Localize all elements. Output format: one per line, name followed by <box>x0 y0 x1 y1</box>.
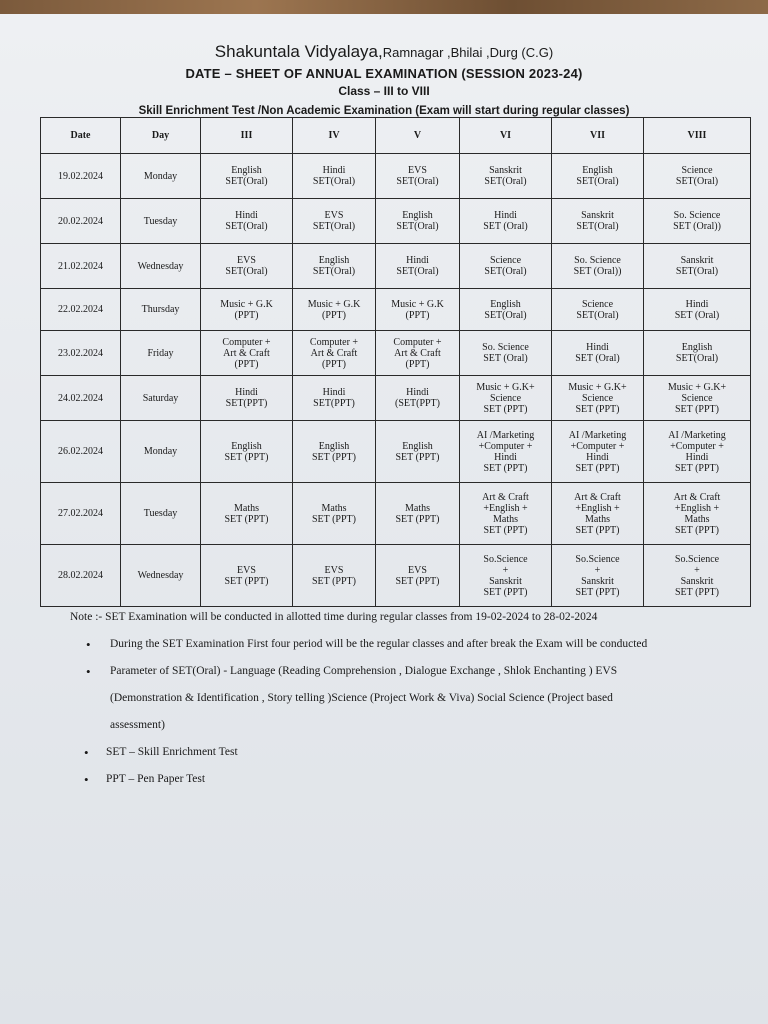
subject-cell-class-vii: So. Science SET (Oral)) <box>552 244 644 289</box>
subject-cell-class-vi: Science SET(Oral) <box>460 244 552 289</box>
subject-cell-class-iv: English SET (PPT) <box>293 421 376 483</box>
subject-cell-class-iii: English SET(Oral) <box>201 154 293 199</box>
exam-date-cell: 19.02.2024 <box>41 154 121 199</box>
column-header: III <box>201 118 293 154</box>
exam-date-cell: 28.02.2024 <box>41 545 121 607</box>
subject-cell-class-vii: Sanskrit SET(Oral) <box>552 199 644 244</box>
bullet-text: SET – Skill Enrichment Test <box>106 746 238 758</box>
column-header: VIII <box>644 118 751 154</box>
subject-cell-class-v: English SET (PPT) <box>376 421 460 483</box>
subject-cell-class-v: Music + G.K (PPT) <box>376 289 460 331</box>
exam-day-cell: Wednesday <box>121 545 201 607</box>
subject-cell-class-vii: Science SET(Oral) <box>552 289 644 331</box>
school-name: Shakuntala Vidyalaya, <box>214 42 383 61</box>
exam-day-cell: Tuesday <box>121 483 201 545</box>
column-header: VII <box>552 118 644 154</box>
subject-cell-class-vi: So. Science SET (Oral) <box>460 331 552 376</box>
subject-cell-class-iii: Hindi SET(PPT) <box>201 376 293 421</box>
skill-enrichment-line: Skill Enrichment Test /Non Academic Examination (Exam will start during regular classes) <box>138 105 630 117</box>
subject-cell-class-vi: Art & Craft +English + Maths SET (PPT) <box>460 483 552 545</box>
table-row <box>41 483 751 545</box>
exam-day-cell: Monday <box>121 421 201 483</box>
table-row <box>41 331 751 376</box>
subject-cell-class-v: EVS SET (PPT) <box>376 545 460 607</box>
subject-cell-class-iv: Maths SET (PPT) <box>293 483 376 545</box>
exam-day-cell: Monday <box>121 154 201 199</box>
subject-cell-class-viii: Art & Craft +English + Maths SET (PPT) <box>644 483 751 545</box>
bullet-text: During the SET Examination First four period will be the regular classes and after break the Exam will be conducted <box>110 638 648 650</box>
subject-cell-class-iv: English SET(Oral) <box>293 244 376 289</box>
notes-section <box>70 604 750 793</box>
table-header-row <box>41 118 751 154</box>
table-row <box>41 199 751 244</box>
exam-date-cell: 23.02.2024 <box>41 331 121 376</box>
table-row <box>41 376 751 421</box>
subject-cell-class-vi: So.Science + Sanskrit SET (PPT) <box>460 545 552 607</box>
column-header: IV <box>293 118 376 154</box>
note-text: Note :- SET Examination will be conducted in allotted time during regular classes from 19-02-2024 to 28-02-2024 <box>70 611 598 623</box>
subject-cell-class-iii: Music + G.K (PPT) <box>201 289 293 331</box>
column-header: Day <box>121 118 201 154</box>
subject-cell-class-viii: AI /Marketing +Computer + Hindi SET (PPT) <box>644 421 751 483</box>
subject-cell-class-vi: Hindi SET (Oral) <box>460 199 552 244</box>
exam-day-cell: Wednesday <box>121 244 201 289</box>
column-header: Date <box>41 118 121 154</box>
exam-date-cell: 27.02.2024 <box>41 483 121 545</box>
bullet-continuation: assessment) <box>110 719 165 731</box>
subject-cell-class-iii: Computer + Art & Craft (PPT) <box>201 331 293 376</box>
bullet-text: Parameter of SET(Oral) - Language (Reading Comprehension , Dialogue Exchange , Shlok Enchanting ) EVS <box>110 665 618 677</box>
subject-cell-class-vii: So.Science + Sanskrit SET (PPT) <box>552 545 644 607</box>
table-row <box>41 421 751 483</box>
subject-cell-class-viii: Science SET(Oral) <box>644 154 751 199</box>
exam-schedule-table <box>40 117 751 607</box>
exam-date-cell: 24.02.2024 <box>41 376 121 421</box>
column-header: VI <box>460 118 552 154</box>
exam-date-cell: 21.02.2024 <box>41 244 121 289</box>
school-location: Ramnagar ,Bhilai ,Durg (C.G) <box>382 45 554 60</box>
subject-cell-class-iii: English SET (PPT) <box>201 421 293 483</box>
subject-cell-class-viii: Sanskrit SET(Oral) <box>644 244 751 289</box>
subject-cell-class-vii: English SET(Oral) <box>552 154 644 199</box>
subject-cell-class-viii: So. Science SET (Oral)) <box>644 199 751 244</box>
bullet-item <box>70 631 750 658</box>
table-row <box>41 289 751 331</box>
subject-cell-class-iv: Hindi SET(PPT) <box>293 376 376 421</box>
bullet-item <box>70 766 750 793</box>
subject-cell-class-v: EVS SET(Oral) <box>376 154 460 199</box>
bullet-text: PPT – Pen Paper Test <box>106 773 206 785</box>
subject-cell-class-iii: Maths SET (PPT) <box>201 483 293 545</box>
school-title <box>0 42 768 62</box>
subject-cell-class-viii: Hindi SET (Oral) <box>644 289 751 331</box>
subject-cell-class-iv: Music + G.K (PPT) <box>293 289 376 331</box>
exam-day-cell: Friday <box>121 331 201 376</box>
table-body <box>41 154 751 607</box>
subject-cell-class-iv: Hindi SET(Oral) <box>293 154 376 199</box>
exam-day-cell: Thursday <box>121 289 201 331</box>
table-row <box>41 154 751 199</box>
subject-cell-class-v: Computer + Art & Craft (PPT) <box>376 331 460 376</box>
subject-cell-class-vii: Hindi SET (Oral) <box>552 331 644 376</box>
subject-cell-class-viii: So.Science + Sanskrit SET (PPT) <box>644 545 751 607</box>
subject-cell-class-viii: English SET(Oral) <box>644 331 751 376</box>
subject-cell-class-vii: Music + G.K+ Science SET (PPT) <box>552 376 644 421</box>
date-sheet-title: DATE – SHEET OF ANNUAL EXAMINATION (SESSION 2023-24) <box>185 66 583 81</box>
subject-cell-class-vi: AI /Marketing +Computer + Hindi SET (PPT) <box>460 421 552 483</box>
subject-cell-class-v: Hindi SET(Oral) <box>376 244 460 289</box>
subject-cell-class-iv: EVS SET(Oral) <box>293 199 376 244</box>
subject-cell-class-iv: EVS SET (PPT) <box>293 545 376 607</box>
subject-cell-class-vi: English SET(Oral) <box>460 289 552 331</box>
subject-cell-class-vi: Music + G.K+ Science SET (PPT) <box>460 376 552 421</box>
table-row <box>41 545 751 607</box>
subject-cell-class-vii: AI /Marketing +Computer + Hindi SET (PPT) <box>552 421 644 483</box>
class-range: Class – III to VIII <box>338 84 430 98</box>
subject-cell-class-iv: Computer + Art & Craft (PPT) <box>293 331 376 376</box>
subject-cell-class-v: Hindi (SET(PPT) <box>376 376 460 421</box>
table-row <box>41 244 751 289</box>
column-header: V <box>376 118 460 154</box>
exam-date-cell: 20.02.2024 <box>41 199 121 244</box>
bullet-continuation: (Demonstration & Identification , Story telling )Science (Project Work & Viva) Social Science (Project based <box>110 692 613 704</box>
subject-cell-class-vi: Sanskrit SET(Oral) <box>460 154 552 199</box>
subject-cell-class-iii: Hindi SET(Oral) <box>201 199 293 244</box>
bullet-item <box>70 658 750 685</box>
subject-cell-class-v: English SET(Oral) <box>376 199 460 244</box>
bullet-item <box>70 739 750 766</box>
exam-day-cell: Tuesday <box>121 199 201 244</box>
subject-cell-class-vii: Art & Craft +English + Maths SET (PPT) <box>552 483 644 545</box>
subject-cell-class-iii: EVS SET (PPT) <box>201 545 293 607</box>
subject-cell-class-v: Maths SET (PPT) <box>376 483 460 545</box>
subject-cell-class-viii: Music + G.K+ Science SET (PPT) <box>644 376 751 421</box>
exam-date-cell: 26.02.2024 <box>41 421 121 483</box>
exam-day-cell: Saturday <box>121 376 201 421</box>
subject-cell-class-iii: EVS SET(Oral) <box>201 244 293 289</box>
exam-date-cell: 22.02.2024 <box>41 289 121 331</box>
